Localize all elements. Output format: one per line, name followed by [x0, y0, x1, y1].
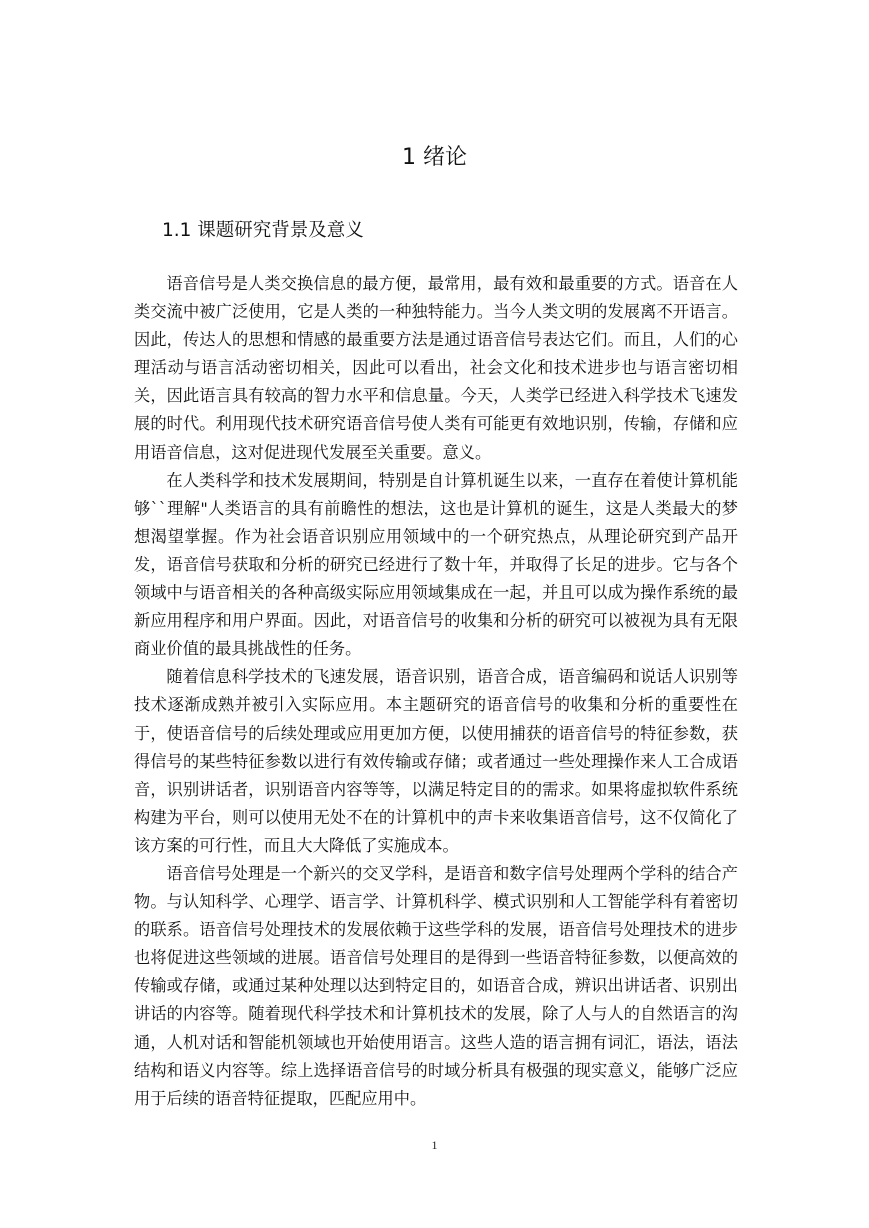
paragraph: 语音信号是人类交换信息的最方便，最常用，最有效和最重要的方式。语音在人类交流中被广泛使用，它是人类的一种独特能力。当今人类文明的发展离不开语言。因此，传达人的思想和情感的最重要方法是通过语音信号表达它们。而且，人们的心理活动与语言活动密切相关，因此可以看出，社会文化和技术进步也与语言密切相关，因此语言具有较高的智力水平和信息量。今天，人类学已经进入科学技术飞速发展的时代。利用现代技术研究语音信号使人类有可能更有效地识别，传输，存储和应用语音信息，这对促进现代发展至关重要。意义。	[134, 274, 738, 462]
page-number: 1	[431, 1138, 438, 1152]
paragraph: 语音信号处理是一个新兴的交叉学科，是语音和数字信号处理两个学科的结合产物。与认知科学、心理学、语言学、计算机科学、模式识别和人工智能学科有着密切的联系。语音信号处理技术的发展依赖于这些学科的发展，语音信号处理技术的进步也将促进这些领域的进展。语音信号处理目的是得到一些语音特征参数，以便高效的传输或存储，或通过某种处理以达到特定目的，如语音合成，辨识出讲话者、识别出讲话的内容等。随着现代科学技术和计算机技术的发展，除了人与人的自然语言的沟通，人机对话和智能机领域也开始使用语言。这些人造的语言拥有词汇，语法，语法结构和语义内容等。综上选择语音信号的时域分析具有极强的现实意义，能够广泛应用于后续的语音特征提取，匹配应用中。	[134, 863, 738, 1108]
paragraph: 随着信息科学技术的飞速发展，语音识别，语音合成，语音编码和说话人识别等技术逐渐成熟并被引入实际应用。本主题研究的语音信号的收集和分析的重要性在于，使语音信号的后续处理或应用更加方便，以使用捕获的语音信号的特征参数，获得信号的某些特征参数以进行有效传输或存储；或者通过一些处理操作来人工合成语音，识别讲话者，识别语音内容等等，以满足特定目的的需求。如果将虚拟软件系统构建为平台，则可以使用无处不在的计算机中的声卡来收集语音信号，这不仅简化了该方案的可行性，而且大大降低了实施成本。	[134, 667, 738, 855]
chapter-title: 1 绪论	[402, 145, 467, 170]
section-title: 1.1 课题研究背景及意义	[162, 220, 364, 241]
body-text	[134, 270, 738, 1113]
paragraph: 在人类科学和技术发展期间，特别是自计算机诞生以来，一直存在着使计算机能够``理解"人类语言的具有前瞻性的想法，这也是计算机的诞生，这是人类最大的梦想渴望掌握。作为社会语音识别应用领域中的一个研究热点，从理论研究到产品开发，语音信号获取和分析的研究已经进行了数十年，并取得了长足的进步。它与各个领域中与语音相关的各种高级实际应用领域集成在一起，并且可以成为操作系统的最新应用程序和用户界面。因此，对语音信号的收集和分析的研究可以被视为具有无限商业价值的最具挑战性的任务。	[134, 470, 738, 659]
